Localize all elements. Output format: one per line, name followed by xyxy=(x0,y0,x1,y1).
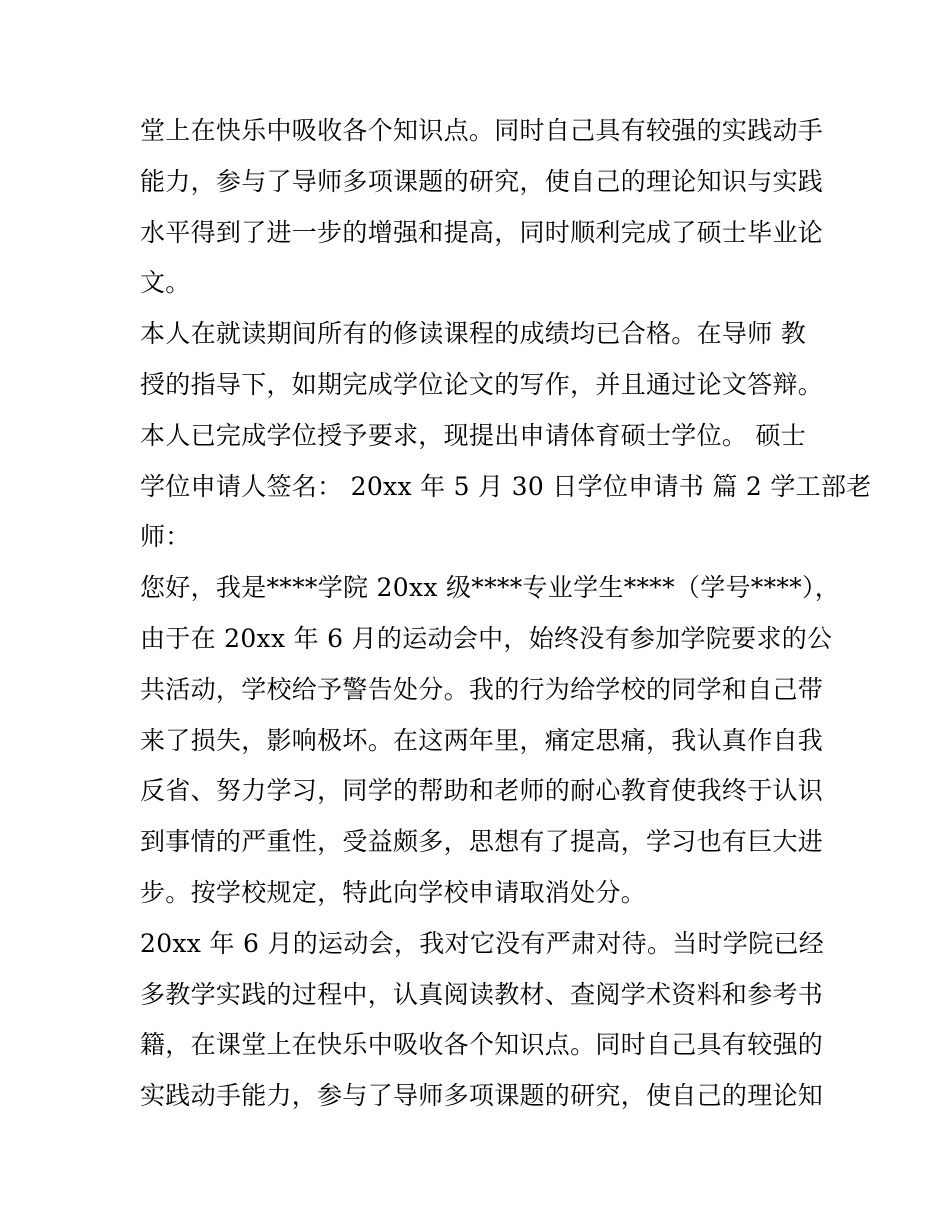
text-line: 共活动，学校给予警告处分。我的行为给学校的同学和自己带 xyxy=(140,674,824,704)
text-line: 本人已完成学位授予要求，现提出申请体育硕士学位。 硕士 xyxy=(140,420,807,450)
text-line: 文。 xyxy=(140,268,191,298)
text-line: 能力，参与了导师多项课题的研究，使自己的理论知识与实践 xyxy=(140,166,824,196)
text-line: 实践动手能力，参与了导师多项课题的研究，使自己的理论知 xyxy=(140,1081,824,1111)
text-line: 步。按学校规定，特此向学校申请取消处分。 xyxy=(140,877,647,907)
text-line: 由于在 20xx 年 6 月的运动会中，始终没有参加学院要求的公 xyxy=(140,623,833,653)
text-line: 20xx 年 6 月的运动会，我对它没有严肃对待。当时学院已经 xyxy=(140,928,825,958)
text-line: 您好，我是****学院 20xx 级****专业学生****（学号****）， xyxy=(140,573,841,603)
text-line: 来了损失，影响极坏。在这两年里，痛定思痛，我认真作自我 xyxy=(140,725,824,755)
text-line: 到事情的严重性，受益颇多，思想有了提高，学习也有巨大进 xyxy=(140,827,824,857)
text-line: 本人在就读期间所有的修读课程的成绩均已合格。在导师 教 xyxy=(140,319,807,349)
text-line: 籍，在课堂上在快乐中吸收各个知识点。同时自己具有较强的 xyxy=(140,1030,824,1060)
text-line: 反省、努力学习，同学的帮助和老师的耐心教育使我终于认识 xyxy=(140,776,824,806)
text-line: 授的指导下，如期完成学位论文的写作，并且通过论文答辩。 xyxy=(140,369,824,399)
text-line: 多教学实践的过程中，认真阅读教材、查阅学术资料和参考书 xyxy=(140,979,824,1009)
text-line: 堂上在快乐中吸收各个知识点。同时自己具有较强的实践动手 xyxy=(140,116,824,145)
text-line: 水平得到了进一步的增强和提高，同时顺利完成了硕士毕业论 xyxy=(140,217,824,247)
text-line: 师： xyxy=(140,522,191,552)
text-line: 学位申请人签名： 20xx 年 5 月 30 日学位申请书 篇 2 学工部老 xyxy=(140,471,872,501)
document-body xyxy=(140,106,872,1122)
